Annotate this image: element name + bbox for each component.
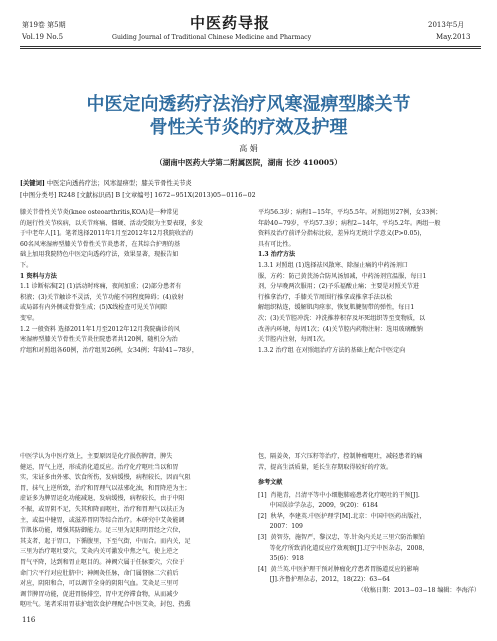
body-text-line: 命门穴平行对应肚脐中；神阙灸任脉，命门属督脉二穴前后 — [20, 569, 179, 577]
body-text-line: 实，宋证多由外邪、饮食所伤，发病缓慢，病程较长，因而气阻 — [20, 474, 191, 482]
body-text-line: 的退行性关节疾病，以关节疼痛、僵硬、活动受限为主要表现，多发 — [20, 219, 203, 227]
body-text-line: 膝关节骨性关节炎(knee osteoarthritis,KOA)是一种常见 — [20, 209, 179, 216]
body-text-line: 虚证多为脾胃运化功能减退，发病缓慢，病程较长，由于中阳 — [20, 495, 185, 503]
reference-item: [J].齐鲁护理杂志，2012，18(22)：63−64 — [258, 576, 390, 584]
reference-list — [258, 491, 480, 586]
body-text-line: 于中老年人[1]。笔者选择2011年1月至2012年12月我院收治的 — [20, 230, 194, 238]
body-text-line: 剂，分早晚两次服用；(2)予乐福酸止痛；主要是对照关节进 — [258, 283, 419, 291]
body-text-line: 苦，提高生活质量，延长生存期取得较好的疗效。 — [258, 463, 393, 471]
body-text-line: 下。 — [20, 261, 33, 269]
body-text-line: 健运，胃气上逆，形成消化道反应。治疗化疗呕吐当以和胃 — [20, 463, 179, 471]
body-text-line: 其支者，起于胃口，下循腹里，下至气街，中而合。而内关，足 — [20, 537, 191, 545]
reference-item: [1] 肖艳青，吕清平等中小细胞肺癌患者化疗呕吐的干预[J]. — [258, 491, 420, 499]
header-volume-en: Vol.19 No.5 — [22, 33, 64, 41]
header-rule-double — [20, 48, 481, 49]
header-volume-cn: 第19卷 第5期 — [22, 21, 66, 29]
body-text-line: 胃气平降，达到和胃止呕目的。神阙穴属于任脉要穴，穴位于 — [20, 558, 185, 566]
body-text-line: 础上加用我院特色中医定向透药疗法，效果显著，现报告如 — [20, 251, 179, 259]
references-title: 参考文献 — [258, 479, 283, 486]
body-text-line: 解组织粘连，缓解肌肉痉挛，恢复肌腱韧带的弹性，每日1 — [258, 304, 415, 312]
header-date-en: May.2013 — [436, 33, 471, 41]
body-text-line: 1 资料与方法 — [20, 272, 57, 280]
body-text-line: 平均56.3岁；病程1−15年，平均5.5年。对照组男27例，女33例； — [258, 209, 442, 216]
body-text-line: 资料及治疗前评分指标比较，差异均无统计学意义(P>0.05)， — [258, 230, 426, 238]
page-number: 116 — [22, 616, 36, 624]
reference-item: 中国误诊学杂志，2009，9(20)：6184 — [258, 502, 378, 510]
keywords: 中医定向透药疗法；风寒湿痹型；膝关节骨性关节炎 — [46, 180, 192, 187]
body-text-line: 节肌体功能，增强其防御能力。足三里为足阳明胃经之穴位， — [20, 527, 185, 535]
body-text-line: 或局部有内外侧或骨赘生成；(5)X线检查可见关节间隙 — [20, 304, 168, 312]
author: 高 娟 — [239, 144, 258, 153]
header-rule — [20, 46, 481, 47]
body-text-line: 积液；(3)关节触诊不灵活，关节功能不同程度障碍；(4)放射 — [20, 293, 184, 301]
article-title-line1: 中医定向透药疗法治疗风寒湿痹型膝关节 — [86, 94, 411, 115]
keywords-label: [关键词] — [20, 180, 45, 187]
journal-name-en: Guiding Journal of Traditional Chinese Medicine and Pharmacy — [112, 34, 312, 41]
left-column-bottom — [20, 452, 242, 611]
reference-item: 等化疗所致消化道反应疗效观察[J].辽宁中医杂志，2008， — [258, 544, 429, 552]
body-text-line: 寒湿痹型膝关节骨性关节炎住院患者共120例，随机分为治 — [20, 336, 178, 344]
references — [258, 478, 480, 597]
classification-line: [中图分类号] R248 [文献标识码] B [文章编号] 1672−951X(2013)05−0116−02 — [20, 192, 256, 199]
body-text-line: 60名风寒湿痹型膝关节骨性关节炎患者，在其综合护理的基 — [20, 240, 181, 248]
right-column-bottom — [258, 452, 480, 473]
body-text-line: 年龄40−79岁，平均57.3岁；病程2−14年，平均5.2年。两组一般 — [258, 219, 441, 227]
reference-item: 2007：109 — [258, 523, 303, 531]
body-text-line: 改善内环境，每周1次；(4)关节腔内药物注射：选用玻璃酸钠 — [258, 325, 423, 333]
body-text-line: 具有可比性。 — [258, 240, 295, 248]
reference-item: 35(6)：918 — [258, 555, 304, 563]
body-text-line: 行推拿治疗，手膝关节周围行推拿或推拿手法以松 — [258, 293, 393, 301]
body-text-line: 1.3.2 治疗组 在对照组治疗方法的基础上配合中医定向 — [258, 346, 406, 354]
body-text-line: 1.3 治疗方法 — [258, 251, 296, 259]
left-column-top — [20, 208, 240, 356]
journal-name-cn: 中医药导报 — [190, 14, 271, 32]
body-text-line: 主，或温中健胃，或滋养胃阴等综合治疗。本研究中艾灸能调 — [20, 516, 185, 524]
body-text-line: 次；(3)关节腔冲洗：冲洗推荐积存及坏死组织等至变物质，以 — [258, 314, 426, 322]
body-text-line: 包，隔姜灸，耳穴压籽等治疗，控制肿瘤呕吐，减轻患者的痛 — [258, 453, 423, 460]
body-text-line: 1.1 诊断标准[2] (1)活动时疼痛，夜间加重；(2)部分患者有 — [20, 283, 182, 291]
affiliation: （湖南中医药大学第二附属医院，湖南 长沙 410005） — [155, 158, 342, 167]
body-text-line: 呕吐气。笔者采用胃祛护组饮食护理配合中医艾灸，封包、热熏 — [20, 601, 191, 609]
body-text-line: 1.2 一般资料 选择2011年1月至2012年12月我院确诊的风 — [20, 325, 180, 333]
body-text-line: 服，方药：防己黄芪汤合防风汤加减，中药汤剂宜温服，每日1 — [258, 272, 427, 280]
reference-item: [2] 秋华，李建英.中医护理学[M].北京：中国中医药出版社， — [258, 512, 426, 520]
reference-item: [3] 黄智芬，施智严，黎汉忠，等.针灸内关足三里穴防治顺铂 — [258, 533, 425, 541]
body-text-line: 1.3.1 对照组 (1)选择祛风散寒、除湿止痛的中药汤剂口 — [258, 261, 408, 269]
body-text-line: 对应，阴阳和合，可以调节全身的阴阳气血。艾灸足三里可 — [20, 580, 179, 588]
body-text-line: 不振，或胃阴不足，失其和降而呕吐，治疗和胃理气以扶正为 — [20, 505, 185, 513]
keywords-line — [20, 178, 192, 187]
header-date-cn: 2013年5月 — [428, 21, 465, 29]
right-column-top — [258, 208, 480, 356]
reference-item: [4] 黄兰英.中医护理干预对肿瘤化疗患者胃肠道反应的影响 — [258, 565, 419, 573]
body-text-line: 疗组和对照组各60例，治疗组男26例，女34例；年龄41−78岁， — [20, 346, 198, 354]
article-title-line2: 骨性关节炎的疗效及护理 — [149, 117, 348, 138]
body-text-line: 三里为治疗呕吐要穴，艾灸内关可激发中焦之气，使上逆之 — [20, 548, 179, 556]
body-text-line: 中医学认为中医疗效上，主要原因是化疗损伤脾肾，脾失 — [20, 453, 173, 460]
body-text-line: 胃，抹气上逆所致，治疗和胃理气以祛邪化浊，和胃降逆为主； — [20, 484, 191, 492]
body-text-line: 调节脾胃功能，促进胃肠排空，胃中无停滞食物，从而减少 — [20, 590, 179, 598]
body-text-line: 变窄。 — [20, 314, 39, 322]
body-text-line: 关节腔内注射，每周1次。 — [258, 336, 329, 344]
received-date: （收稿日期：2013−03−18 编辑：李海洋） — [357, 586, 480, 594]
